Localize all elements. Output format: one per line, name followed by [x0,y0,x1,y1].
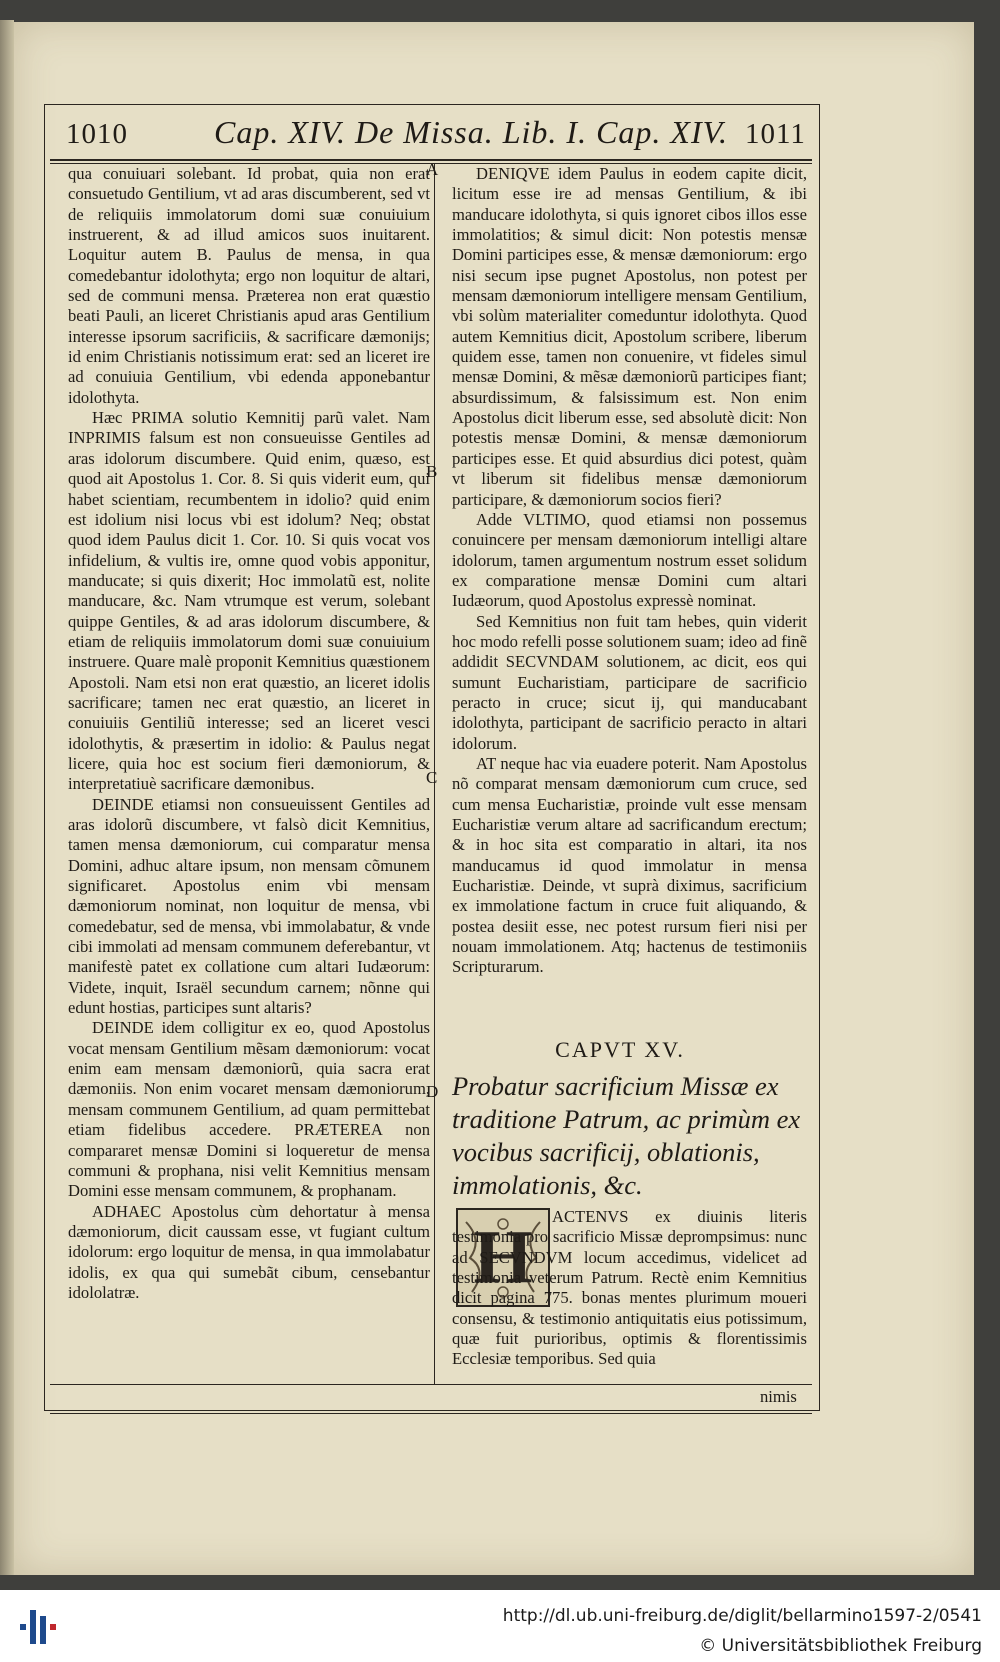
running-title: Cap. XIV. De Missa. Lib. I. Cap. XIV. [214,114,729,150]
margin-marker-d: D [426,1082,439,1101]
left-paragraph-2: Hæc PRIMA solutio Kemnitij parũ valet. Nam INPRIMIS falsum est non consueuisse Gentiles ad aras idolorum discumbere. Quid enim, quæso, est quod ait Apostolus 1. Cor. 8. Si quis viderit eum, qui habet scientiam, recumbentem in idolio? quid enim est idolium nisi locus vbi est idolum? Neq; obstat quod idem Paulus dicit 1. Cor. 10. Si quis vocat vos infidelium, & vultis ire, omne quod vobis apponitur, manducate; si quis dixerit; Hoc immolatũ est, nolite manducare, &c. Nam vtrumque est verum, solebant quippe Gentiles, & ad aras idolorum discumbere, & etiam de reliquiis immolatorum domi suæ conuiuium instruere. Quare malè proponit Kemnitius quæstionem Apostoli. Nam etsi non erat quæstio, an liceret idolis sacrificare; tamen nec erat quæstio, an liceret in conuiuiis Gentiliũ interesse; sed an liceret vesci idolothytis, & præsertim in idolio: & Paulus negat licere, quia hoc est socium fieri dæmoniorum, & interpretatiuè sacrificare dæmonibus. [68,408,430,794]
page-edge [0,20,14,1575]
right-paragraph-2: Adde VLTIMO, quod etiamsi non possemus conuincere per mensam dæmoniorum intelligi altare idolorum, tamen argumentum nostrum esset solidum ex comparatione mensæ Domini cum altari Iudæorum, quod Apostolus expressè nominat. [452,509,807,611]
right-paragraph-4: AT neque hac via euadere poterit. Nam Apostolus nõ comparat mensam dæmoniorum cum cruce, sed cum mensa Eucharistiæ, proinde vult esse mensam Eucharistiæ verum altare ad sacrificandum erectum; & in hoc sita est comparatio in altari, ita nos manducamus id quod immolatur in mensa Eucharistiæ. Deinde, vt suprà diximus, sacrificium ex immolatione factum in cruce fuit aliquando, & postea desiit esse, nec potest rursum fieri nisi per nouam immolationem. Atq; hactenus de testimoniis Scripturarum. [452,753,807,977]
chapter-heading: CAPVT XV. [555,1037,685,1062]
page-number-right: 1011 [745,118,806,150]
permalink-url[interactable]: http://dl.ub.uni-freiburg.de/diglit/bellarmino1597-2/0541 [502,1606,982,1626]
margin-marker-b: B [426,462,438,481]
copyright-notice: © Universitätsbibliothek Freiburg [699,1636,982,1656]
left-paragraph-3: DEINDE etiamsi non consueuissent Gentiles ad aras idolorũ discumbere, vt falsò dicit Kemnitius, tamen mensa dæmoniorum, cui comparatur mensa Domini, adhuc altare ipsum, non mensam cõmunem significaret. Apostolus enim vbi mensam dæmoniorum nominat, non loquitur de mensa, vbi comedebatur, sed de mensa, vbi immolabatur, & vnde cibi immolati ad mensam communem deferebantur, vt manifestè patet ex collatione cum altari Iudæorum: Videte, inquit, Israël secundum carnem; nõnne qui edunt hostias, participes sunt altaris? [68,794,430,1018]
initial-letter: H [473,1215,533,1299]
left-paragraph-1: qua conuiuari solebant. Id probat, quia non erat consuetudo Gentilium, vt ad aras discumberent, sed vt de reliquiis immolatorum domi suæ conuiuium instruerent, & ad illud amicos suos inuitarent. Loquitur autem B. Paulus de mensa, in qua comedebantur idolothyta; ergo non loquitur de altari, sed de communi mensa. Præterea non erat quæstio beati Pauli, an liceret Christianis apud aras Gentilium interesse ipsorum sacrificiis, & sacrificare dæmonijs; id enim Christianis notissimum erat: sed an liceret ire ad conuiuia Gentilium, vbi edenda apponebantur idolothyta. [68,164,430,407]
bottom-rule [50,1384,812,1385]
library-logo-icon [18,1604,60,1650]
chapter-body: ACTENVS ex diuinis literis testimonia pro sacrificio Missæ deprompsimus: nunc ad SECVNDVM locum accedimus, videlicet ad testimonia veterum Patrum. Rectè enim Kemnitius dicit pagina 775. bonas mentes plurimum moueri consensu, & testimonio antiquitatis eius potissimum, quæ fuit purioribus, optimis & florentissimis Ecclesiæ temporibus. Sed quia [452,1207,807,1369]
left-paragraph-5: ADHAEC Apostolus cùm dehortatur à mensa dæmoniorum, dicit caussam esse, vt fugiant cultum idolorum: ergo loquitur de mensa, in qua immolabatur idolis, ex qua qui sumebãt cibum, censebantur idololatræ. [68,1201,430,1302]
bottom-rule-outer [50,1413,812,1414]
right-paragraph-1: DENIQVE idem Paulus in eodem capite dicit, licitum esse ire ad mensas Gentilium, & ibi manducare idolothyta, si quis ignoret cibos illos esse immolatitios; & simul dicit: Non potestis mensæ Domini participes esse, & mensæ dæmoniorum: ergo nisi secum ipse pugnet Apostolus, non potest per mensam dæmoniorum intelligere mensam Gentilium, vbi solùm materialiter comeduntur idolothyta. Quod autem Kemnitius dicit, Apostolum scribere, liberum quidem esse, tamen non conuenire, vt fideles simul mensæ Domini, & mẽsæ dæmoniorũ participes fiant; absurdissimum, & falsissimum est. Non enim Apostolus dicit liberum esse, sed absolutè dicit: Non potestis mensæ Domini, & mensæ dæmoniorum participes esse. Et quid absurdius dici potest, quàm vt liberum sit fidelibus mensæ dæmoniorum participare, & dæmoniorum socios fieri? [452,164,807,509]
left-paragraph-4: DEINDE idem colligitur ex eo, quod Apostolus vocat mensam Gentilium mẽsam dæmoniorum: vocat enim eam mensam dæmoniorũ, quia sacra erat dæmoniis. Non enim vocaret mensam dæmoniorum, mensam communem Gentilium, ad quam permittebat etiam fidelibus accedere. PRÆTEREA non compararet mensæ Domini si loqueretur de mensa communi & prophana, nisi velit Kemnitius mensam Domini esse mensam communem, & prophanam. [68,1018,430,1201]
right-paragraph-3: Sed Kemnitius non fuit tam hebes, quin viderit hoc modo refelli posse solutionem suam; ideo ad finẽ addidit SECVNDAM solutionem, ac dicit, eos qui sumunt Eucharistiam, participare de sacrificio peracto in cruce; sicut ij, qui manducabant idolothyta, participant de sacrificio peracto in altari idolorum. [452,611,807,753]
margin-marker-a: A [426,160,439,179]
chapter-subtitle: Probatur sacrificium Missæ ex traditione Patrum, ac primùm ex vocibus sacrificij, oblationis, immolationis, &c. [452,1071,801,1200]
left-column [68,164,430,1303]
page-number-left: 1010 [66,118,128,150]
right-column [452,164,807,978]
margin-marker-c: C [426,768,438,787]
catchword: nimis [760,1387,797,1406]
